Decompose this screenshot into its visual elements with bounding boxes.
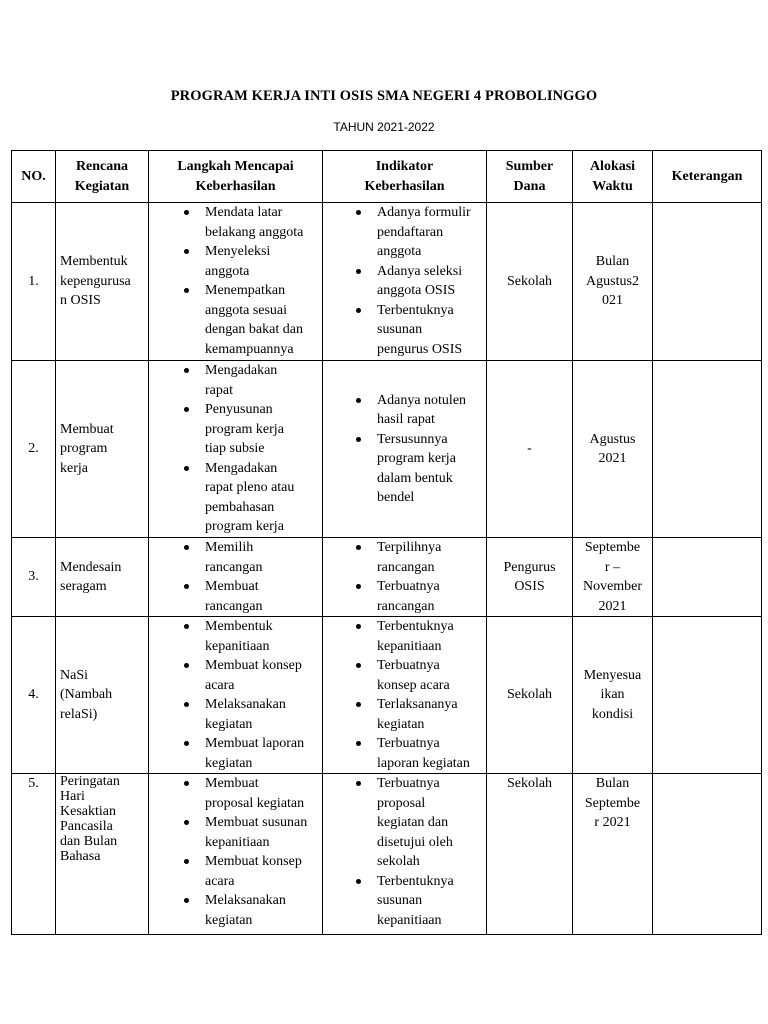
- table-row: [12, 361, 762, 538]
- cell-text-line: laporan kegiatan: [377, 755, 470, 771]
- cell-text-line: r 2021: [594, 815, 631, 830]
- cell-text-line: kegiatan dan: [377, 815, 449, 830]
- cell-text-line: program kerja: [205, 421, 284, 437]
- cell-rencana: [56, 617, 149, 774]
- cell-text-line: Terbuatnya: [377, 579, 440, 594]
- cell-text-line: Membuat konsep: [205, 658, 302, 673]
- document-title: PROGRAM KERJA INTI OSIS SMA NEGERI 4 PROBOLINGGO: [170, 88, 598, 104]
- cell-sumber-dana: [487, 203, 573, 361]
- indikator-item: [327, 656, 482, 695]
- indikator-item: [327, 734, 482, 773]
- cell-text-line: Hari: [60, 789, 85, 804]
- langkah-item: [153, 852, 318, 891]
- header-alokasi: Alokasi Waktu: [573, 151, 653, 203]
- header-sumber: Sumber Dana: [487, 151, 573, 203]
- indikator-item: [327, 774, 482, 872]
- cell-text-line: Terpilihnya: [377, 540, 442, 555]
- cell-text-line: Menyeleksi: [205, 244, 271, 259]
- cell-text-line: rancangan: [205, 559, 263, 575]
- cell-text-line: kepanitiaan: [205, 834, 270, 850]
- cell-text-line: kepanitiaan: [377, 638, 442, 654]
- langkah-item: [153, 734, 318, 773]
- cell-text-line: acara: [205, 677, 235, 693]
- indikator-item: [327, 262, 482, 301]
- cell-no: [12, 617, 56, 774]
- cell-text-line: 2021: [598, 451, 627, 466]
- table-header-row: [12, 151, 762, 203]
- row-number: 4.: [28, 687, 39, 703]
- cell-keterangan: [653, 538, 762, 617]
- cell-text-line: Terbentuknya: [377, 619, 454, 634]
- cell-rencana: [56, 774, 149, 935]
- cell-sumber-dana: [487, 361, 573, 538]
- indikator-list: [327, 391, 482, 508]
- cell-alokasi-waktu: [573, 203, 653, 361]
- cell-alokasi-waktu: [573, 361, 653, 538]
- cell-text-line: susunan: [377, 322, 423, 337]
- cell-text-line: Mengadakan: [205, 460, 278, 476]
- row-number: 3.: [28, 569, 39, 585]
- cell-text-line: Adanya formulir: [377, 205, 471, 220]
- indikator-item: [327, 430, 482, 508]
- langkah-item: [153, 774, 318, 813]
- cell-text-line: belakang anggota: [205, 224, 304, 240]
- cell-langkah: [149, 203, 323, 361]
- cell-text-line: Adanya seleksi: [377, 263, 463, 279]
- cell-text-line: Penyusunan: [205, 402, 273, 418]
- cell-text-line: hasil rapat: [377, 412, 435, 427]
- cell-langkah: [149, 538, 323, 617]
- cell-text-line: Membuat: [60, 421, 114, 437]
- langkah-item: [153, 203, 318, 242]
- cell-text-line: bendel: [377, 490, 415, 505]
- cell-sumber-dana: [487, 538, 573, 617]
- cell-langkah: [149, 774, 323, 935]
- cell-text-line: rancangan: [205, 598, 263, 614]
- cell-text-line: Adanya notulen: [377, 392, 467, 408]
- langkah-item: [153, 459, 318, 537]
- langkah-list: [153, 774, 318, 930]
- indikator-list: [327, 617, 482, 773]
- indikator-list: [327, 203, 482, 359]
- cell-keterangan: [653, 361, 762, 538]
- cell-text-line: anggota sesuai: [205, 302, 288, 318]
- indikator-list: [327, 538, 482, 616]
- cell-alokasi-waktu: [573, 774, 653, 935]
- cell-text-line: Menempatkan: [205, 283, 286, 298]
- header-langkah: Langkah Mencapai Keberhasilan: [149, 151, 323, 203]
- cell-no: [12, 774, 56, 935]
- cell-no: [12, 203, 56, 361]
- cell-text-line: Membuat susunan: [205, 815, 308, 830]
- cell-text-line: November: [582, 579, 643, 594]
- cell-indikator: [323, 617, 487, 774]
- indikator-item: [327, 391, 482, 430]
- cell-text-line: Sekolah: [506, 273, 553, 289]
- cell-keterangan: [653, 203, 762, 361]
- langkah-list: [153, 538, 318, 616]
- langkah-list: [153, 617, 318, 773]
- cell-sumber-dana: [487, 617, 573, 774]
- cell-text-line: Peringatan: [60, 774, 120, 789]
- langkah-item: [153, 538, 318, 577]
- cell-text-line: 021: [602, 293, 623, 309]
- cell-text-line: pengurus OSIS: [377, 341, 463, 357]
- langkah-item: [153, 242, 318, 281]
- cell-text-line: Bulan: [595, 776, 630, 791]
- header-indikator: Indikator Keberhasilan: [323, 151, 487, 203]
- table-row: [12, 774, 762, 935]
- indikator-item: [327, 617, 482, 656]
- indikator-item: [327, 538, 482, 577]
- langkah-list: [153, 361, 318, 537]
- cell-text-line: pendaftaran: [377, 224, 444, 240]
- cell-text-line: Terbuatnya: [377, 658, 440, 673]
- cell-text-line: Terbentuknya: [377, 873, 454, 889]
- langkah-item: [153, 617, 318, 656]
- cell-text-line: Sekolah: [506, 687, 553, 703]
- langkah-item: [153, 400, 318, 459]
- cell-text-line: Terbuatnya: [377, 736, 440, 751]
- cell-indikator: [323, 538, 487, 617]
- cell-text-line: Memilih: [205, 540, 254, 555]
- langkah-list: [153, 203, 318, 359]
- cell-text-line: Membuat: [205, 776, 259, 791]
- table-row: [12, 617, 762, 774]
- cell-text-line: program: [60, 441, 108, 457]
- cell-text-line: r –: [604, 559, 621, 575]
- cell-text-line: Membuat: [205, 579, 259, 594]
- langkah-item: [153, 361, 318, 400]
- cell-text-line: pembahasan: [205, 499, 275, 515]
- cell-text-line: Pancasila: [60, 819, 113, 834]
- cell-text-line: program kerja: [205, 519, 284, 535]
- cell-text-line: 2021: [598, 598, 627, 614]
- cell-text-line: (Nambah: [60, 687, 113, 703]
- cell-text-line: rapat: [205, 382, 233, 398]
- cell-text-line: NaSi: [60, 667, 88, 683]
- cell-text-line: kepengurusa: [60, 273, 131, 289]
- row-number: 1.: [28, 273, 39, 289]
- cell-text-line: program kerja: [377, 451, 456, 466]
- cell-text-line: Terbuatnya: [377, 776, 440, 791]
- cell-text-line: susunan: [377, 893, 423, 908]
- cell-text-line: kegiatan: [377, 716, 425, 732]
- cell-text-line: Melaksanakan: [205, 893, 286, 908]
- cell-indikator: [323, 203, 487, 361]
- cell-text-line: Tersusunnya: [377, 431, 448, 447]
- cell-no: [12, 538, 56, 617]
- cell-text-line: kepanitiaan: [205, 638, 270, 654]
- cell-text-line: -: [527, 441, 532, 457]
- cell-text-line: Agustus: [589, 431, 636, 447]
- indikator-item: [327, 203, 482, 262]
- program-table: [11, 150, 762, 935]
- indikator-item: [327, 577, 482, 616]
- cell-text-line: Agustus2: [586, 273, 639, 289]
- cell-text-line: Mendesain: [60, 559, 122, 575]
- cell-text-line: Septembe: [584, 540, 641, 555]
- cell-text-line: rancangan: [377, 559, 435, 575]
- cell-text-line: Membentuk: [60, 254, 128, 270]
- cell-text-line: dalam bentuk: [377, 470, 453, 486]
- cell-text-line: OSIS: [514, 579, 545, 594]
- cell-text-line: Membuat konsep: [205, 854, 302, 869]
- cell-indikator: [323, 774, 487, 935]
- cell-text-line: kondisi: [591, 706, 634, 722]
- cell-text-line: Membentuk: [205, 619, 273, 634]
- cell-text-line: Kesaktian: [60, 804, 116, 819]
- cell-alokasi-waktu: [573, 617, 653, 774]
- header-keterangan: Keterangan: [653, 151, 762, 203]
- cell-text-line: seragam: [60, 579, 107, 594]
- cell-text-line: Terbentuknya: [377, 302, 454, 318]
- cell-text-line: acara: [205, 873, 235, 889]
- cell-text-line: Sekolah: [506, 776, 553, 791]
- langkah-item: [153, 281, 318, 359]
- cell-text-line: Membuat laporan: [205, 736, 305, 751]
- cell-text-line: kepanitiaan: [377, 912, 442, 928]
- cell-text-line: kegiatan: [205, 716, 253, 732]
- cell-text-line: rapat pleno atau: [205, 480, 295, 496]
- cell-text-line: proposal: [377, 795, 426, 811]
- cell-text-line: Pengurus: [503, 559, 556, 575]
- cell-keterangan: [653, 774, 762, 935]
- table-row: [12, 538, 762, 617]
- cell-text-line: Mendata latar: [205, 205, 283, 220]
- cell-text-line: Melaksanakan: [205, 697, 286, 712]
- indikator-item: [327, 695, 482, 734]
- cell-text-line: Bahasa: [60, 849, 101, 864]
- cell-indikator: [323, 361, 487, 538]
- cell-text-line: kerja: [60, 460, 88, 476]
- cell-text-line: proposal kegiatan: [205, 795, 305, 811]
- langkah-item: [153, 577, 318, 616]
- cell-sumber-dana: [487, 774, 573, 935]
- indikator-item: [327, 301, 482, 360]
- cell-rencana: [56, 538, 149, 617]
- cell-text-line: relaSi): [60, 706, 98, 722]
- cell-text-line: Mengadakan: [205, 363, 278, 379]
- cell-text-line: kemampuannya: [205, 341, 294, 357]
- langkah-item: [153, 695, 318, 734]
- cell-text-line: kegiatan: [205, 755, 253, 771]
- cell-rencana: [56, 203, 149, 361]
- cell-text-line: Bulan: [595, 254, 630, 270]
- cell-text-line: disetujui oleh: [377, 834, 453, 850]
- cell-text-line: kegiatan: [205, 912, 253, 928]
- cell-text-line: Septembe: [584, 795, 641, 811]
- document-subtitle: TAHUN 2021-2022: [333, 120, 435, 134]
- cell-rencana: [56, 361, 149, 538]
- row-number: 2.: [28, 441, 39, 457]
- header-no: NO.: [12, 151, 56, 203]
- cell-keterangan: [653, 617, 762, 774]
- row-number: 5.: [28, 776, 39, 791]
- cell-alokasi-waktu: [573, 538, 653, 617]
- table-row: [12, 203, 762, 361]
- cell-text-line: anggota OSIS: [377, 283, 456, 298]
- langkah-item: [153, 891, 318, 930]
- cell-langkah: [149, 617, 323, 774]
- cell-text-line: konsep acara: [377, 677, 450, 693]
- cell-text-line: anggota: [377, 244, 422, 259]
- indikator-item: [327, 872, 482, 931]
- cell-no: [12, 361, 56, 538]
- cell-text-line: dengan bakat dan: [205, 322, 303, 337]
- langkah-item: [153, 813, 318, 852]
- cell-text-line: Terlaksananya: [377, 697, 458, 712]
- cell-text-line: sekolah: [377, 854, 420, 869]
- cell-text-line: tiap subsie: [205, 441, 265, 457]
- indikator-list: [327, 774, 482, 930]
- cell-text-line: rancangan: [377, 598, 435, 614]
- cell-text-line: dan Bulan: [60, 834, 118, 849]
- header-rencana: Rencana Kegiatan: [56, 151, 149, 203]
- cell-text-line: Menyesua: [583, 667, 642, 683]
- langkah-item: [153, 656, 318, 695]
- cell-text-line: ikan: [600, 687, 625, 703]
- cell-langkah: [149, 361, 323, 538]
- cell-text-line: n OSIS: [60, 293, 101, 309]
- cell-text-line: anggota: [205, 263, 250, 279]
